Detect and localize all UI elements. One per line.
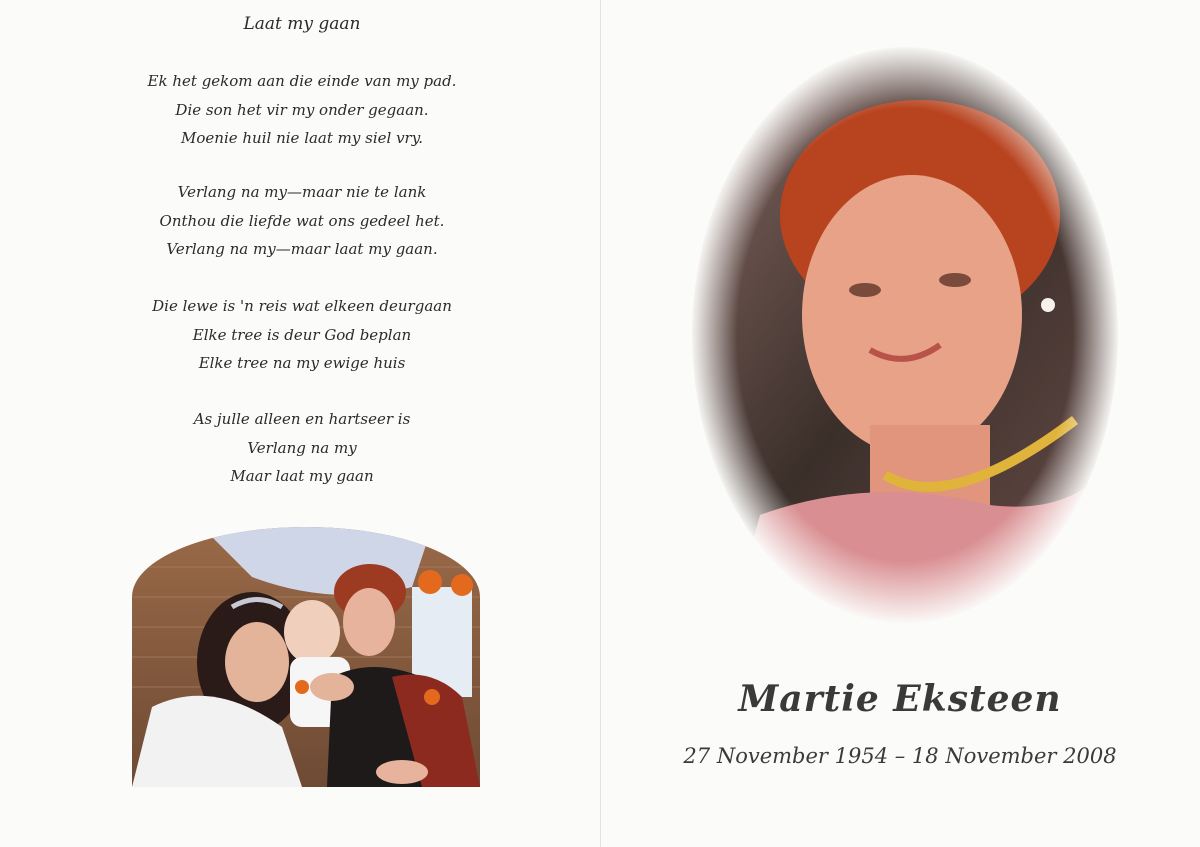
memorial-portrait: [690, 45, 1120, 625]
poem-stanza-4: [100, 405, 504, 491]
poem-stanza-1: [100, 67, 504, 153]
poem-stanza-3: [100, 292, 504, 378]
poem-line: Ek het gekom aan die einde van my pad.: [147, 72, 457, 90]
poem-line: Die lewe is 'n reis wat elkeen deurgaan: [152, 297, 452, 315]
poem-line: Elke tree na my ewige huis: [198, 354, 406, 372]
poem-line: Moenie huil nie laat my siel vry.: [181, 129, 423, 147]
poem-line: As julle alleen en hartseer is: [193, 410, 411, 428]
poem-line: Onthou die liefde wat ons gedeel het.: [159, 211, 445, 230]
family-photo-illustration: [132, 527, 480, 787]
deceased-name: Martie Eksteen: [738, 678, 1062, 720]
poem-line: Die son het vir my onder gegaan.: [175, 100, 429, 119]
poem-line: Elke tree is deur God beplan: [192, 325, 412, 344]
life-dates: 27 November 1954 – 18 November 2008: [683, 744, 1117, 768]
poem-line: Verlang na my: [247, 438, 357, 457]
family-photo: [132, 527, 480, 787]
portrait-illustration: [690, 45, 1120, 625]
poem-line: Maar laat my gaan: [230, 467, 374, 485]
poem-line: Verlang na my—maar laat my gaan.: [166, 240, 438, 258]
poem-line: Verlang na my—maar nie te lank: [177, 183, 427, 201]
poem-title: Laat my gaan: [243, 14, 361, 34]
poem-stanza-2: [100, 178, 504, 264]
